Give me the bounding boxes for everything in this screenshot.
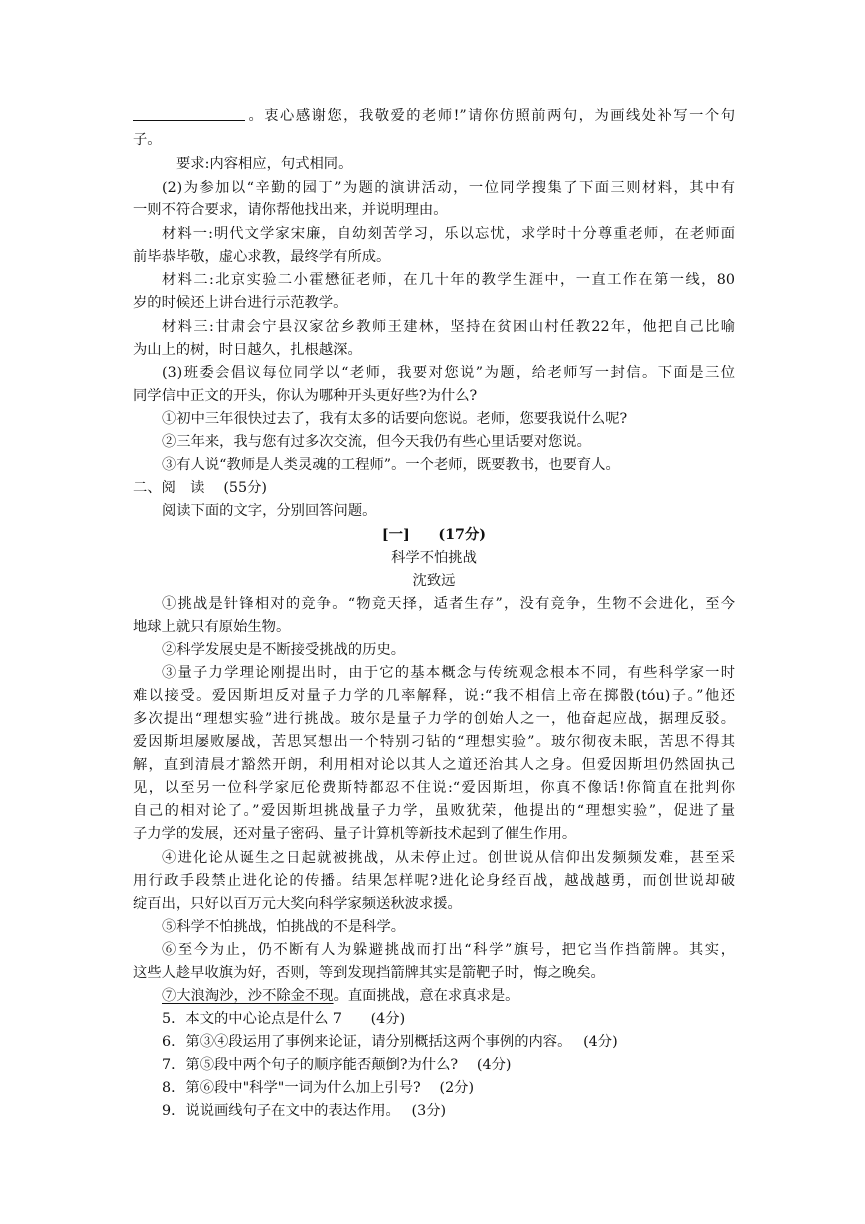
text-line: 前毕恭毕敬，虚心求教，最终学有所成。 — [133, 249, 391, 265]
material-2-line: 材料二:北京实验二小霍懋征老师，在几十年的教学生涯中，一直工作在第一线，80 — [162, 272, 735, 288]
text-line: 难以接受。爱因斯坦反对量子力学的几率解释，说:“我不相信上帝在掷骰(tóu)子。”他还 — [133, 688, 735, 704]
question-5: 5．本文的中心论点是什么 7 (4分) — [162, 1011, 406, 1027]
paragraph-3-line: ③量子力学理论刚提出时，由于它的基本概念与传统观念根本不同，有些科学家一时 — [162, 665, 735, 681]
question-8: 8．第⑥段中"科学"一词为什么加上引号? (2分) — [162, 1080, 475, 1096]
text-span: 。直面挑战，意在求真求是。 — [333, 988, 520, 1004]
underlined-sentence: ⑦大浪淘沙，沙不除金不现 — [162, 988, 334, 1004]
paragraph-7-line — [162, 986, 735, 1006]
question-6: 6．第③④段运用了事例来论证，请分别概括这两个事例的内容。 (4分) — [162, 1034, 618, 1050]
paragraph-5-line: ⑤科学不怕挑战，怕挑战的不是科学。 — [162, 919, 406, 935]
text-line: 这些人趁早收旗为好，否则，等到发现挡箭牌其实是箭靶子时，悔之晚矣。 — [133, 965, 605, 981]
text-line: 用行政手段禁止进化论的传播。结果怎样呢?进化论身经百战，越战越勇，而创世说却破 — [133, 873, 735, 889]
text-line: 解，直到清晨才豁然开朗，利用相对论以其人之道还治其人之身。但爱因斯坦仍然固执己 — [133, 757, 735, 773]
text-line: 见，以至另一位科学家厄伦费斯特都忍不住说:“爱因斯坦，你真不像话!你简直在批判你 — [133, 780, 735, 796]
passage-author: 沈致远 — [412, 573, 456, 589]
text-line: 自己的相对论了。”爱因斯坦挑战量子力学，虽败犹荣，他提出的“理想实验”，促进了量 — [133, 803, 735, 819]
passage-section-label: [一] (17分) — [381, 527, 487, 543]
question-3-line: (3)班委会倡议每位同学以“老师，我要对您说”为题，给老师写一封信。下面是三位 — [162, 365, 735, 381]
material-1-line: 材料一:明代文学家宋廉，自幼刻苦学习，乐以忘忧，求学时十分尊重老师，在老师面 — [162, 226, 735, 242]
requirement-line: 要求:内容相应，句式相同。 — [176, 156, 353, 172]
text-line — [133, 106, 735, 126]
text-line: 地球上就只有原始生物。 — [133, 619, 291, 635]
material-3-line: 材料三:甘肃会宁县汉家岔乡教师王建林，坚持在贫困山村任教22年，他把自己比喻 — [162, 319, 735, 335]
text-span: 。衷心感谢您，我敬爱的老师!”请你仿照前两句，为画线处补写一个句 — [247, 108, 735, 124]
text-line: 爱因斯坦屡败屡战，苦思冥想出一个特别刁钻的“理想实验”。玻尔彻夜未眠，苦思不得其 — [133, 734, 735, 750]
text-line: 岁的时候还上讲台进行示范教学。 — [133, 295, 348, 311]
paragraph-4-line: ④进化论从诞生之日起就被挑战，从未停止过。创世说从信仰出发频频发难，甚至采 — [162, 850, 735, 866]
instruction-line: 阅读下面的文字，分别回答问题。 — [162, 503, 377, 519]
option-3-line: ③有人说“教师是人类灵魂的工程师”。一个老师，既要教书，也要育人。 — [162, 457, 620, 473]
question-9: 9．说说画线句子在文中的表达作用。 (3分) — [162, 1103, 447, 1119]
text-line: 一则不符合要求，请你帮他找出来，并说明理由。 — [133, 202, 448, 218]
option-2-line: ②三年来，我与您有过多次交流，但今天我仍有些心里话要对您说。 — [162, 434, 591, 450]
text-line: 为山上的树，时日越久，扎根越深。 — [133, 342, 362, 358]
question-2-line: (2)为参加以“辛勤的园丁”为题的演讲活动，一位同学搜集了下面三则材料，其中有 — [162, 180, 735, 196]
text-line: 子。 — [133, 132, 162, 148]
text-line: 同学信中正文的开头，你认为哪种开头更好些?为什么? — [133, 388, 478, 404]
text-line: 绽百出，只好以百万元大奖向科学家频送秋波求援。 — [133, 896, 462, 912]
question-7: 7．第⑤段中两个句子的顺序能否颠倒?为什么? (4分) — [162, 1057, 512, 1073]
paragraph-1-line: ①挑战是针锋相对的竞争。“物竞天择，适者生存”，没有竞争，生物不会进化，至今 — [162, 596, 735, 612]
passage-title: 科学不怕挑战 — [391, 550, 477, 566]
paragraph-6-line: ⑥至今为止，仍不断有人为躲避挑战而打出“科学”旗号，把它当作挡箭牌。其实， — [162, 942, 735, 958]
answer-blank[interactable] — [133, 106, 245, 121]
section-heading: 二、阅 读 (55分) — [133, 480, 267, 496]
text-line: 子力学的发展，还对量子密码、量子计算机等新技术起到了催生作用。 — [133, 826, 577, 842]
paragraph-2-line: ②科学发展史是不断接受挑战的历史。 — [162, 642, 406, 658]
option-1-line: ①初中三年很快过去了，我有太多的话要向您说。老师，您要我说什么呢? — [162, 411, 628, 427]
text-line: 多次提出“理想实验”进行挑战。玻尔是量子力学的创始人之一，他奋起应战，据理反驳。 — [133, 711, 735, 727]
